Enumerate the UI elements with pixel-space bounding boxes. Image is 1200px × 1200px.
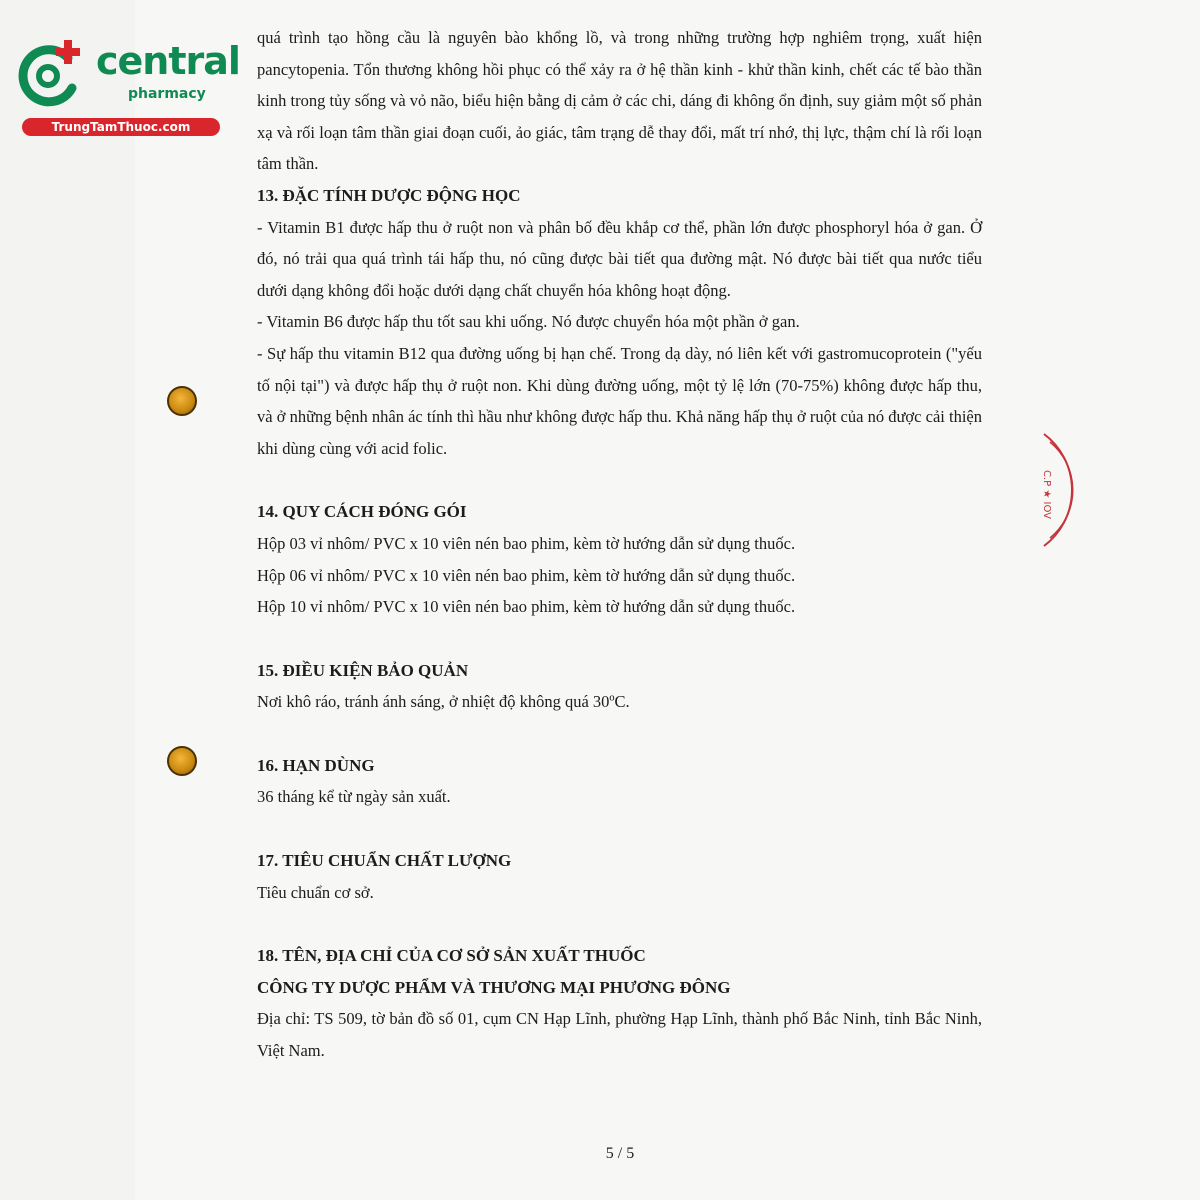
heading-pharmacokinetics: 13. ĐẶC TÍNH DƯỢC ĐỘNG HỌC: [257, 185, 521, 205]
page-number: 5 / 5: [605, 1145, 635, 1162]
punch-hole-bottom: [167, 746, 197, 776]
manufacturer-name: CÔNG TY DƯỢC PHẨM VÀ THƯƠNG MẠI PHƯƠNG ĐÔNG: [257, 977, 731, 997]
shelf-life-text: 36 tháng kể từ ngày sản xuất.: [257, 787, 451, 807]
storage-text: Nơi khô ráo, tránh ánh sáng, ở nhiệt độ không quá 30ºC.: [257, 692, 630, 712]
logo-website: TrungTamThuoc.com: [22, 118, 220, 136]
packaging-line: Hộp 06 vỉ nhôm/ PVC x 10 viên nén bao phim, kèm tờ hướng dẫn sử dụng thuốc.: [257, 565, 796, 585]
logo-mark-icon: [10, 36, 90, 116]
stamp-icon: [1030, 430, 1090, 550]
heading-packaging: 14. QUY CÁCH ĐÓNG GÓI: [257, 502, 467, 522]
pk-vitamin-b1: - Vitamin B1 được hấp thu ở ruột non và phân bố đều khắp cơ thể, phần lớn được phosphoryl hóa ở gan. Ở đó, nó trải qua quá trình tái hấp thu, nó cũng được bài tiết qua đường mật. Nó được bài tiết qua nước tiểu dưới dạng không đổi hoặc dưới dạng chất chuyển hóa không hoạt động.: [257, 217, 982, 300]
manufacturer-address: Địa chỉ: TS 509, tờ bản đồ số 01, cụm CN Hạp Lĩnh, phường Hạp Lĩnh, thành phố Bắc Ninh, tỉnh Bắc Ninh, Việt Nam.: [257, 1009, 982, 1061]
pharmacy-logo[interactable]: [10, 36, 240, 136]
pk-vitamin-b12: - Sự hấp thu vitamin B12 qua đường uống bị hạn chế. Trong dạ dày, nó liên kết với gastromucoprotein ("yếu tố nội tại") và được hấp thụ ở ruột non. Khi dùng đường uống, một tỷ lệ lớn (70-75%) không được hấp thu, và ở những bệnh nhân ác tính thì hầu như không được hấp thu. Khả năng hấp thụ ở ruột của nó được cải thiện khi dùng cùng với acid folic.: [257, 343, 982, 458]
heading-storage: 15. ĐIỀU KIỆN BẢO QUẢN: [257, 660, 469, 680]
heading-manufacturer: 18. TÊN, ĐỊA CHỈ CỦA CƠ SỞ SẢN XUẤT THUỐC: [257, 946, 646, 966]
pk-vitamin-b6: - Vitamin B6 được hấp thu tốt sau khi uống. Nó được chuyển hóa một phần ở gan.: [257, 312, 800, 332]
quality-standard-text: Tiêu chuẩn cơ sở.: [257, 882, 374, 902]
punch-hole-top: [167, 386, 197, 416]
packaging-line: Hộp 03 vỉ nhôm/ PVC x 10 viên nén bao phim, kèm tờ hướng dẫn sử dụng thuốc.: [257, 533, 796, 553]
heading-quality-standard: 17. TIÊU CHUẨN CHẤT LƯỢNG: [257, 851, 512, 871]
stamp-text: C.P ★ IOV: [1041, 470, 1052, 519]
heading-shelf-life: 16. HẠN DÙNG: [257, 755, 375, 775]
intro-paragraph: quá trình tạo hồng cầu là nguyên bào khổng lồ, và trong những trường hợp nghiêm trọng, xuất hiện pancytopenia. Tổn thương không hồi phục có thể xảy ra ở hệ thần kinh - khử thần kinh, chết các tế bào thần kinh trong tủy sống và vỏ não, biểu hiện bằng dị cảm ở các chi, dáng đi không ổn định, suy giảm một số phản xạ và rối loạn tâm thần giai đoạn cuối, ảo giác, tâm trạng dễ thay đổi, mất trí nhớ, thị lực, thậm chí là rối loạn tâm thần.: [257, 28, 982, 174]
packaging-line: Hộp 10 vỉ nhôm/ PVC x 10 viên nén bao phim, kèm tờ hướng dẫn sử dụng thuốc.: [257, 597, 796, 617]
logo-subtitle: pharmacy: [128, 86, 206, 102]
logo-name: central: [96, 39, 240, 83]
document-content: [257, 22, 982, 1067]
